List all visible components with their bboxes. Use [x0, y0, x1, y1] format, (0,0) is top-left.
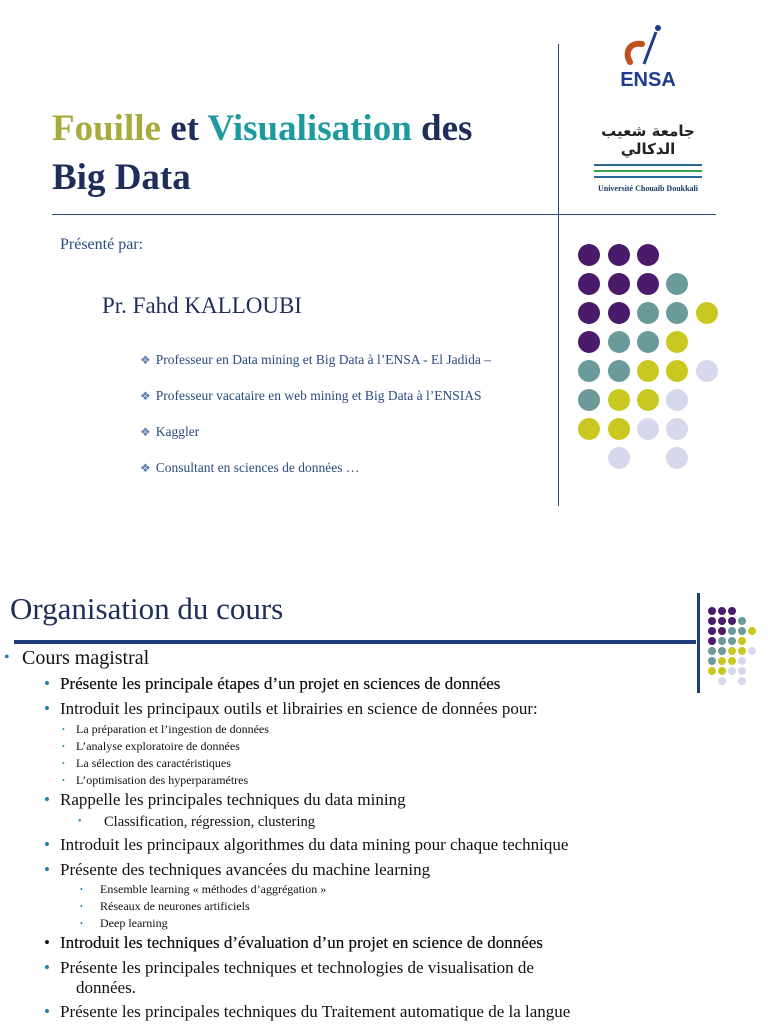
bullet-dot-icon: •	[44, 860, 50, 879]
decorative-dot	[728, 667, 736, 675]
list-item: • Introduit les techniques d’évaluation d’un projet en science de données	[44, 933, 543, 952]
university-logo	[592, 122, 704, 193]
ensa-logo-text: ENSA	[620, 69, 676, 91]
list-item-continuation: données.	[76, 978, 136, 997]
university-name-french: Université Chouaïb Doukkali	[597, 184, 699, 193]
list-item: • La préparation et l’ingestion de données	[62, 722, 269, 736]
decorative-dot	[718, 657, 726, 665]
decorative-dot	[666, 447, 688, 469]
slide-course-organisation	[0, 545, 768, 1024]
university-logo-stripes	[592, 162, 704, 182]
decorative-dot	[608, 302, 630, 324]
decorative-dot	[738, 617, 746, 625]
author-bullet-list	[140, 352, 491, 496]
bullet-dot-icon: •	[44, 674, 50, 693]
decorative-dot	[718, 647, 726, 655]
bullet-dot-icon: •	[44, 933, 50, 952]
bullet-dot-icon: •	[44, 958, 50, 977]
bullet-dot-icon: •	[44, 790, 50, 809]
decorative-dot-grid	[578, 240, 738, 480]
decorative-dot	[578, 273, 600, 295]
decorative-dot	[718, 637, 726, 645]
decorative-dot-grid-small	[704, 605, 768, 685]
list-item: • Cours magistral	[4, 647, 150, 669]
decorative-dot	[728, 657, 736, 665]
decorative-dot	[578, 418, 600, 440]
decorative-dot	[718, 617, 726, 625]
decorative-dot	[637, 418, 659, 440]
list-item: • Classification, régression, clustering	[78, 814, 316, 830]
list-item: • L’analyse exploratoire de données	[62, 739, 240, 753]
decorative-dot	[708, 667, 716, 675]
list-item: • Deep learning	[80, 916, 168, 930]
bullet-dot-icon: •	[4, 649, 10, 666]
bullet-dot-icon: •	[80, 919, 83, 928]
decorative-dot	[578, 244, 600, 266]
presented-by-label: Présenté par:	[60, 236, 144, 253]
list-item: • Ensemble learning « méthodes d’aggrégation »	[80, 882, 327, 896]
decorative-dot	[637, 244, 659, 266]
author-bullet: ❖ Kaggler	[140, 424, 200, 439]
decorative-dot	[738, 677, 746, 685]
decorative-dot	[637, 302, 659, 324]
page-title: Organisation du cours	[10, 591, 284, 626]
decorative-dot	[718, 627, 726, 635]
title-line-big-data: Big Data	[52, 157, 191, 198]
decorative-dot	[608, 418, 630, 440]
decorative-dot	[696, 302, 718, 324]
decorative-dot	[578, 389, 600, 411]
list-item: • La sélection des caractéristiques	[62, 756, 231, 770]
author-bullet: ❖ Consultant en sciences de données …	[140, 460, 360, 475]
list-item: • Présente les principales techniques et technologies de visualisation de	[44, 958, 534, 977]
decorative-dot	[637, 273, 659, 295]
horizontal-divider	[52, 214, 716, 215]
bullet-dot-icon: •	[62, 759, 65, 768]
bullet-dot-icon: •	[62, 776, 65, 785]
decorative-dot	[708, 617, 716, 625]
decorative-dot	[608, 244, 630, 266]
decorative-dot	[708, 607, 716, 615]
ensa-logo	[600, 22, 680, 102]
title-word-et: et	[160, 108, 208, 149]
decorative-dot	[578, 360, 600, 382]
decorative-dot	[608, 273, 630, 295]
decorative-dot	[608, 389, 630, 411]
list-item: • Réseaux de neurones artificiels	[80, 899, 250, 913]
list-item: • Introduit les principaux algorithmes du data mining pour chaque technique	[44, 835, 569, 854]
bullet-dot-icon: •	[44, 1002, 50, 1021]
university-name-arabic: جامعة شعيب الدكالي	[601, 122, 695, 158]
bullet-dot-icon: •	[80, 902, 83, 911]
decorative-dot	[666, 418, 688, 440]
decorative-dot	[728, 627, 736, 635]
decorative-dot	[718, 607, 726, 615]
title-word-fouille: Fouille	[52, 108, 161, 149]
decorative-dot	[728, 617, 736, 625]
bullet-dot-icon: •	[62, 725, 65, 734]
decorative-dot	[708, 657, 716, 665]
ensa-emblem-icon	[600, 22, 696, 70]
decorative-dot	[738, 667, 746, 675]
decorative-dot	[708, 647, 716, 655]
decorative-dot	[708, 637, 716, 645]
decorative-dot	[666, 302, 688, 324]
decorative-dot	[637, 331, 659, 353]
list-item: • L’optimisation des hyperparamétres	[62, 773, 249, 787]
author-bullet: ❖ Professeur vacataire en web mining et Big Data à l’ENSIAS	[140, 388, 482, 403]
bullet-dot-icon: •	[78, 816, 82, 827]
decorative-dot	[696, 360, 718, 382]
decorative-dot	[738, 627, 746, 635]
author-name: Pr. Fahd KALLOUBI	[102, 293, 302, 318]
decorative-dot	[637, 389, 659, 411]
bullet-dot-icon: •	[44, 699, 50, 718]
list-item: • Introduit les principaux outils et librairies en science de données pour:	[44, 699, 538, 718]
bullet-dot-icon: •	[62, 742, 65, 751]
diamond-star-icon: ❖	[140, 353, 151, 367]
decorative-dot	[718, 677, 726, 685]
decorative-dot	[578, 331, 600, 353]
list-item: • Rappelle les principales techniques du data mining	[44, 790, 406, 809]
decorative-dot	[666, 389, 688, 411]
decorative-dot	[708, 627, 716, 635]
decorative-dot	[728, 637, 736, 645]
list-item: • Présente les principales techniques du Traitement automatique de la langue	[44, 1002, 571, 1021]
decorative-dot	[748, 647, 756, 655]
decorative-dot	[718, 667, 726, 675]
decorative-dot	[738, 647, 746, 655]
decorative-dot	[728, 607, 736, 615]
decorative-dot	[637, 360, 659, 382]
decorative-dot	[748, 627, 756, 635]
slide-title-heading	[52, 104, 552, 202]
decorative-dot	[728, 647, 736, 655]
list-item: • Présente les principale étapes d’un projet en sciences de données	[44, 674, 501, 693]
vertical-divider	[697, 593, 700, 693]
decorative-dot	[578, 302, 600, 324]
list-item: • Présente des techniques avancées du machine learning	[44, 860, 431, 879]
title-word-des: des	[411, 108, 473, 149]
decorative-dot	[608, 360, 630, 382]
decorative-dot	[666, 273, 688, 295]
vertical-divider	[558, 44, 559, 506]
diamond-star-icon: ❖	[140, 461, 151, 475]
horizontal-divider	[14, 640, 696, 644]
decorative-dot	[608, 447, 630, 469]
decorative-dot	[608, 331, 630, 353]
bullet-dot-icon: •	[44, 835, 50, 854]
diamond-star-icon: ❖	[140, 389, 151, 403]
bullet-dot-icon: •	[80, 885, 83, 894]
diamond-star-icon: ❖	[140, 425, 151, 439]
title-word-visualisation: Visualisation	[207, 108, 412, 149]
decorative-dot	[666, 331, 688, 353]
author-bullet: ❖ Professeur en Data mining et Big Data à l’ENSA - El Jadida –	[140, 352, 491, 367]
decorative-dot	[738, 637, 746, 645]
decorative-dot	[738, 657, 746, 665]
decorative-dot	[666, 360, 688, 382]
